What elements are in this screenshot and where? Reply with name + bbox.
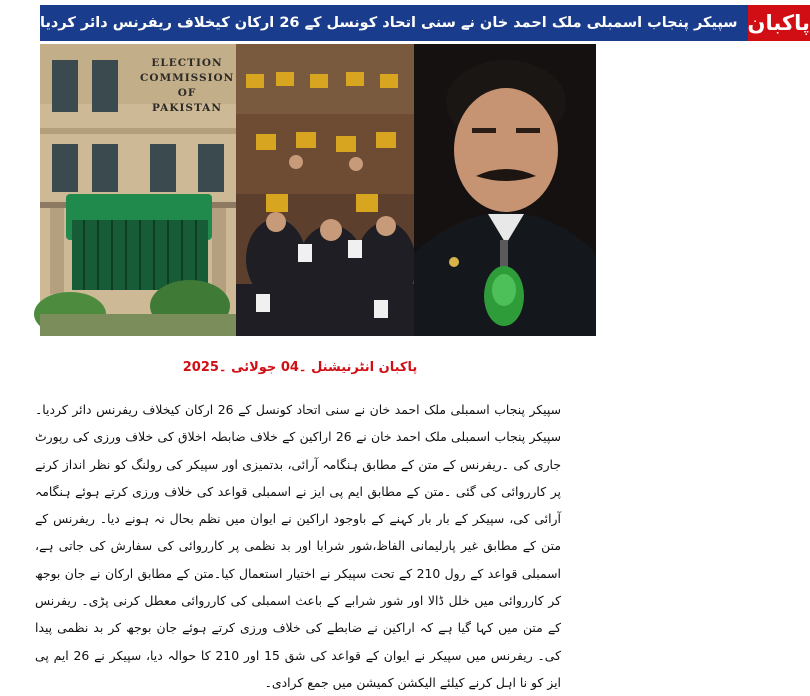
assembly-illustration (236, 44, 414, 336)
ecp-sign-line: PAKISTAN (152, 102, 222, 114)
assembly-session-photo (236, 44, 414, 336)
dateline: پاکبان انٹرنیشنل ۔04 جولائی ۔2025 (182, 360, 418, 375)
headline: سپیکر پنجاب اسمبلی ملک احمد خان نے سنی اتحاد کونسل کے 26 ارکان کیخلاف ریفرنس دائر کردیا (40, 5, 748, 41)
ecp-sign-line: COMMISSION OF (140, 72, 235, 99)
photo-collage (40, 44, 596, 336)
article-body: سپیکر پنجاب اسمبلی ملک احمد خان نے سنی اتحاد کونسل کے 26 ارکان کیخلاف ریفرنس دائر کردیا۔سپیکر پنجاب اسمبلی ملک احمد خان نے 26 اراکین کے خلاف ضابطہ اخلاق کی خلاف ورزی کی رپورٹ جاری کی ۔ریفرنس کے متن کے مطابق ہنگامہ آرائی، بدتمیزی اور سپیکر کی رولنگ کو نظر انداز کرنے پر کارروائی کی گئی ۔متن کے مطابق ایم پی ایز نے اسمبلی قواعد کی خلاف ورزی کرتے ہوئے ہنگامہ آرائی کی، سپیکر کے بار بار کہنے کے باوجود اراکین نے ایوان میں نظم بحال نہ ہونے دیا۔ ریفرنس کے متن کے مطابق غیر پارلیمانی الفاظ،شور شرابا اور بد نظمی پر کارروائی کی سفارش کی جاتی ہے، اسمبلی قواعد کے رول 210 کے تحت سپیکر نے اختیار استعمال کیا۔متن کے مطابق ارکان نے جان بوجھ کر کارروائی میں خلل ڈالا اور شور شرابے کے باعث اسمبلی کی کارروائی معطل کرنی پڑی۔ ریفرنس کے متن میں کہا گیا ہے کہ اراکین نے ضابطے کی خلاف ورزی کرتے ہوئے جان بوجھ کر بد نظمی پیدا کی۔ ریفرنس میں سپیکر نے ایوان کے قواعد کی شق 15 اور 210 کا حوالہ دیا، سپیکر نے 26 ایم پی ایز کو نا اہل کرنے کیلئے الیکشن کمیشن میں جمع کرادی۔ (35, 402, 562, 690)
ecp-sign (140, 56, 234, 116)
speaker-portrait-photo (414, 44, 596, 336)
header-bar (40, 5, 810, 41)
brand-logo[interactable]: پاکبان (748, 5, 810, 41)
ecp-building-photo (40, 44, 236, 336)
ecp-sign-line: ELECTION (151, 57, 223, 69)
speaker-illustration (414, 44, 596, 336)
